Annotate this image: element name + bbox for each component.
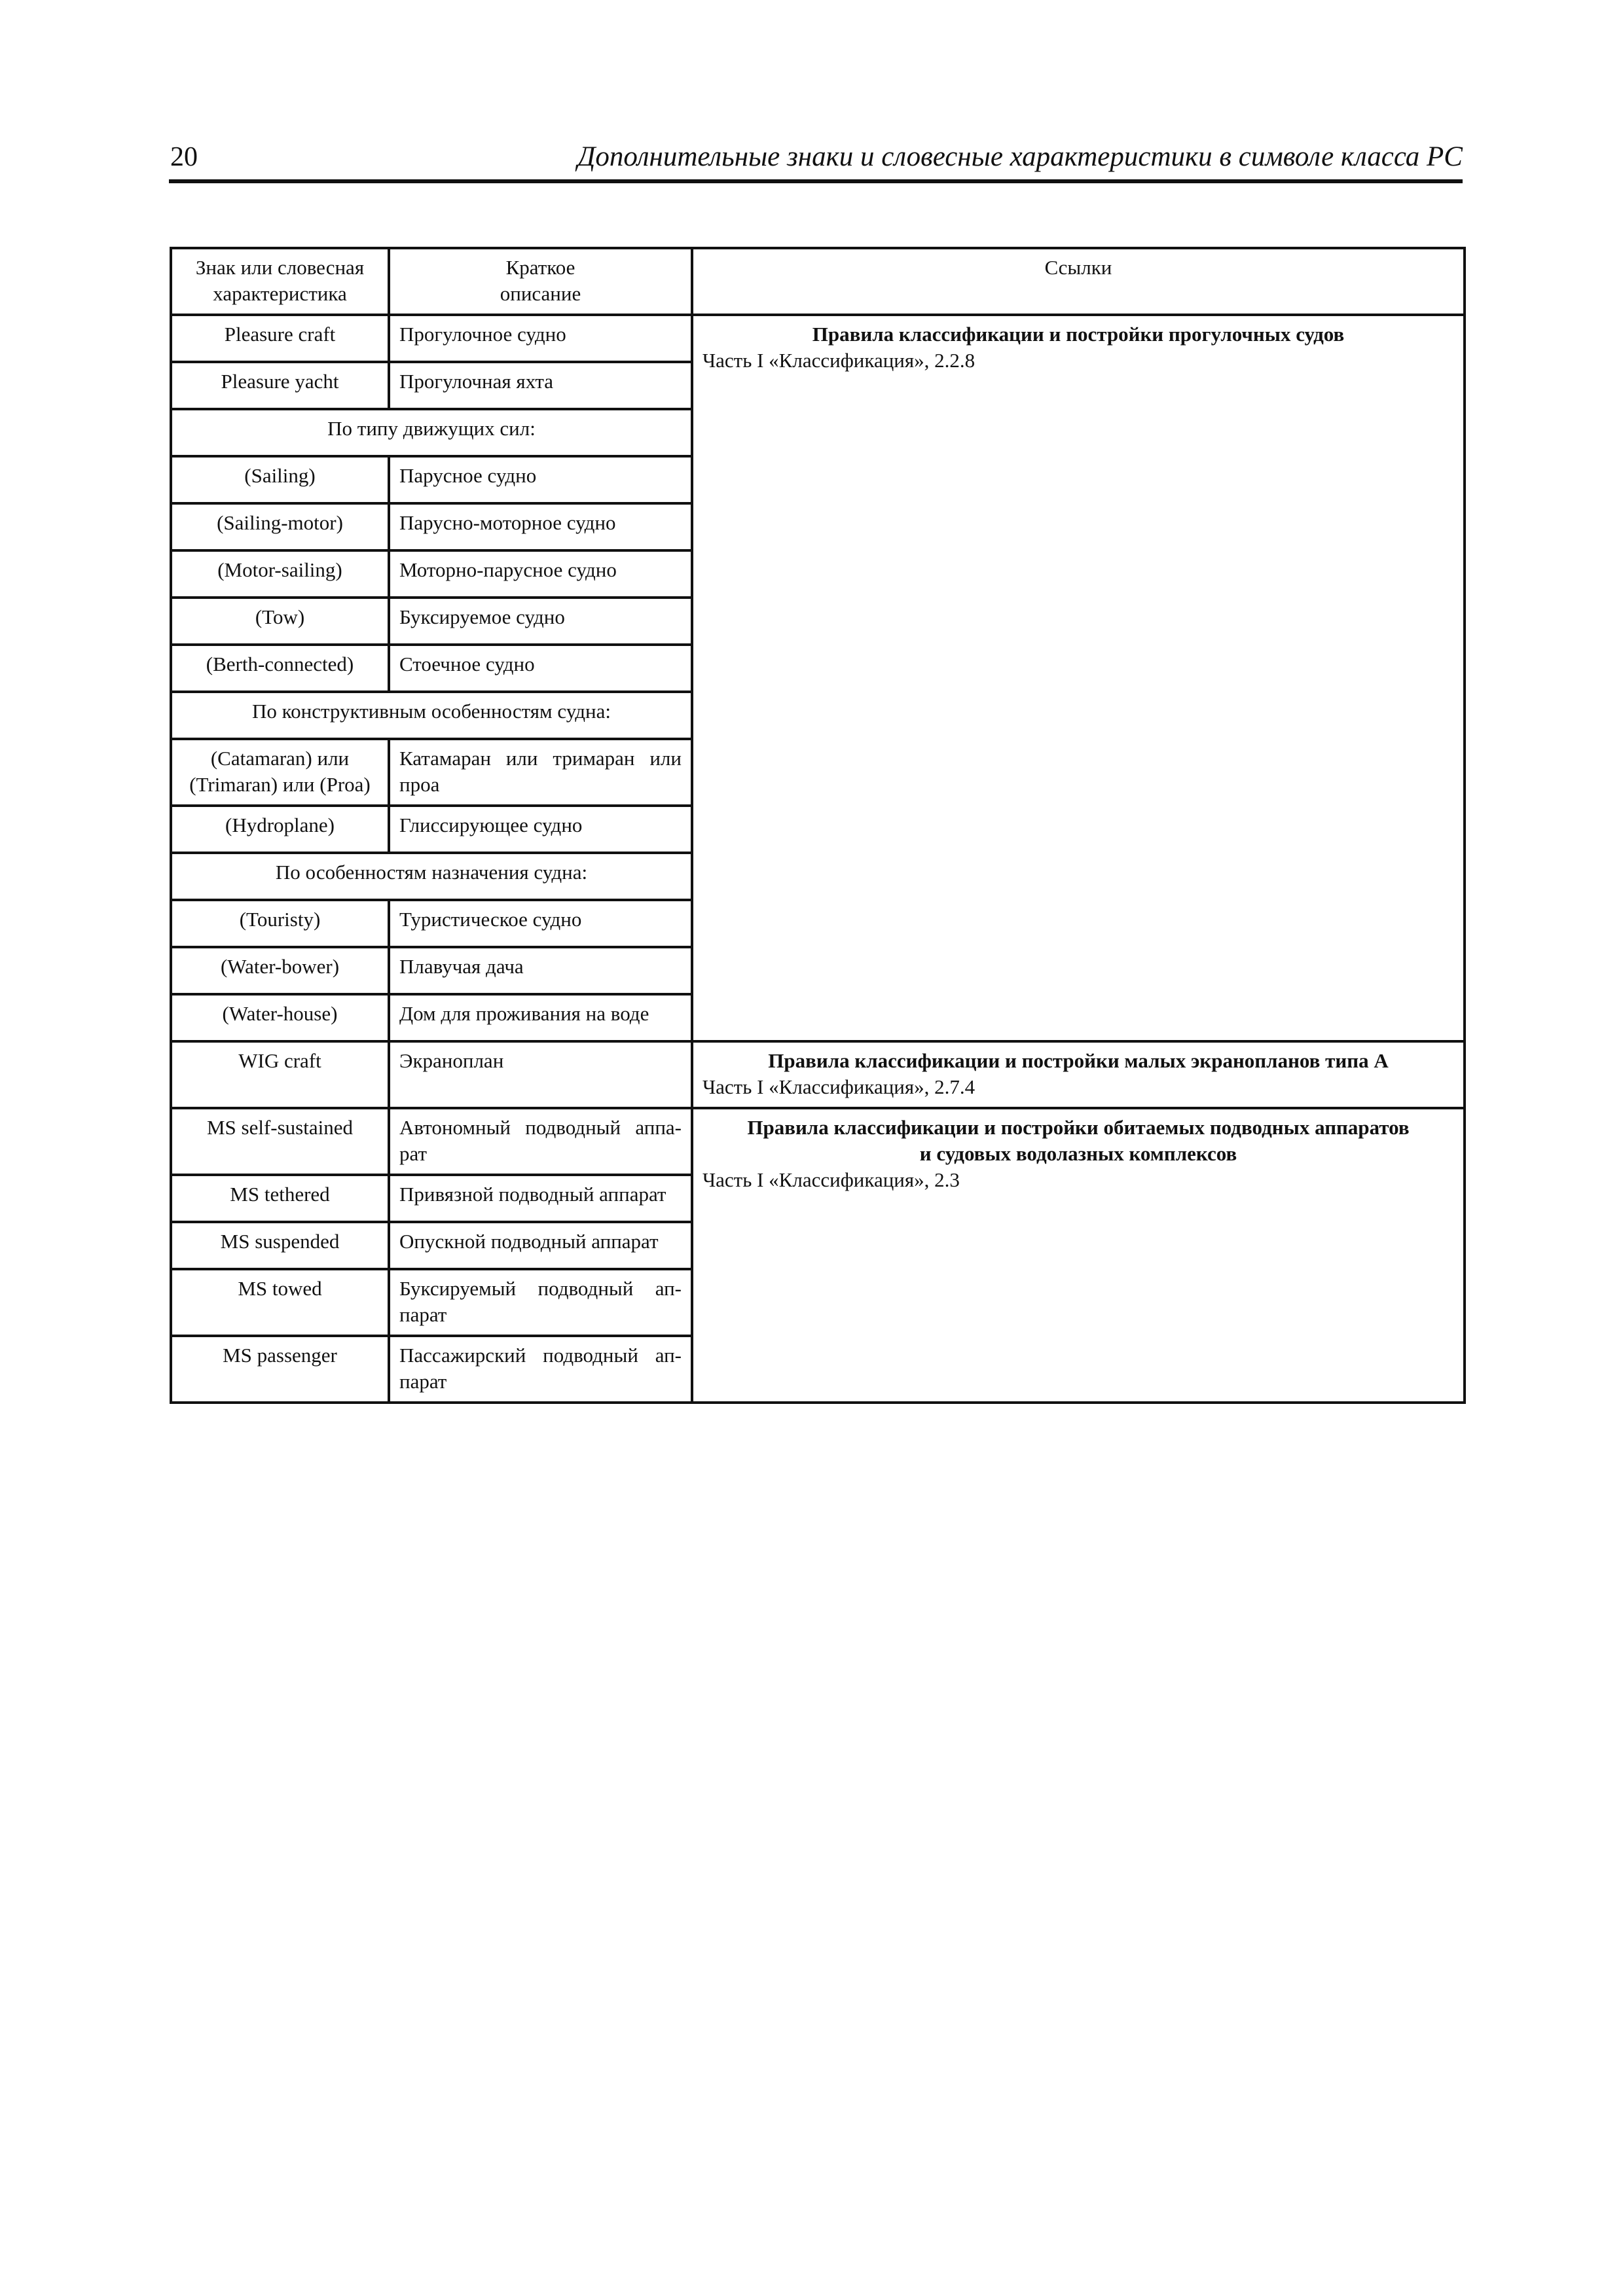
description-cell: Прогулочное судно	[389, 315, 692, 362]
reference-cell	[692, 315, 1465, 1041]
section-heading: По конструктивным особенностям судна:	[171, 692, 692, 739]
sign-cell: WIG craft	[171, 1041, 389, 1108]
sign-cell: MS tethered	[171, 1175, 389, 1222]
description-cell: Буксируемое судно	[389, 598, 692, 645]
reference-cell	[692, 1108, 1465, 1403]
column-header-description: Краткое описание	[389, 248, 692, 315]
description-cell: Автономный подводный аппа-рат	[389, 1108, 692, 1175]
sign-cell: MS towed	[171, 1269, 389, 1336]
sign-cell: (Catamaran) или (Trimaran) или (Proa)	[171, 739, 389, 806]
page-header	[169, 139, 1463, 183]
description-cell: Туристическое судно	[389, 900, 692, 947]
description-cell: Катамаран или тримаран или проа	[389, 739, 692, 806]
reference-title: Правила классификации и постройки обитаемых подводных аппаратов	[747, 1116, 1410, 1139]
description-cell: Буксируемый подводный ап-парат	[389, 1269, 692, 1336]
description-cell: Опускной подводный аппарат	[389, 1222, 692, 1269]
sign-cell: (Berth-connected)	[171, 645, 389, 692]
description-cell: Моторно-парусное судно	[389, 550, 692, 598]
reference-title: Правила классификации и постройки малых экранопланов типа А	[768, 1049, 1389, 1072]
reference-part: Часть I «Классификация», 2.3	[702, 1168, 960, 1191]
sign-cell: (Touristy)	[171, 900, 389, 947]
section-heading: По типу движущих сил:	[171, 409, 692, 456]
sign-cell: MS passenger	[171, 1336, 389, 1403]
reference-title: и судовых водолазных комплексов	[919, 1142, 1237, 1165]
reference-part: Часть I «Классификация», 2.7.4	[702, 1075, 976, 1098]
description-cell: Привязной подводный аппарат	[389, 1175, 692, 1222]
sign-cell: MS suspended	[171, 1222, 389, 1269]
description-cell: Парусное судно	[389, 456, 692, 503]
reference-cell	[692, 1041, 1465, 1108]
section-heading: По особенностям назначения судна:	[171, 853, 692, 900]
class-notation-table	[170, 247, 1466, 1404]
column-header-sign: Знак или словесная характеристика	[171, 248, 389, 315]
sign-cell: (Sailing-motor)	[171, 503, 389, 550]
description-cell: Глиссирующее судно	[389, 806, 692, 853]
reference-title: Правила классификации и постройки прогулочных судов	[812, 323, 1345, 346]
sign-cell: Pleasure craft	[171, 315, 389, 362]
table-header-row	[171, 248, 1465, 315]
description-cell: Парусно-моторное судно	[389, 503, 692, 550]
sign-cell: (Tow)	[171, 598, 389, 645]
page-number: 20	[170, 142, 198, 172]
description-cell: Прогулочная яхта	[389, 362, 692, 409]
table-row	[171, 1108, 1465, 1175]
description-cell: Экраноплан	[389, 1041, 692, 1108]
sign-cell: (Water-bower)	[171, 947, 389, 994]
table-row	[171, 1041, 1465, 1108]
column-header-references: Ссылки	[692, 248, 1465, 315]
sign-cell: (Motor-sailing)	[171, 550, 389, 598]
table-row	[171, 315, 1465, 362]
running-title: Дополнительные знаки и словесные характеристики в символе класса РС	[577, 141, 1463, 172]
sign-cell: MS self-sustained	[171, 1108, 389, 1175]
description-cell: Пассажирский подводный ап-парат	[389, 1336, 692, 1403]
sign-cell: (Sailing)	[171, 456, 389, 503]
reference-part: Часть I «Классификация», 2.2.8	[702, 349, 976, 372]
sign-cell: (Hydroplane)	[171, 806, 389, 853]
sign-cell: (Water-house)	[171, 994, 389, 1041]
description-cell: Дом для проживания на воде	[389, 994, 692, 1041]
sign-cell: Pleasure yacht	[171, 362, 389, 409]
description-cell: Плавучая дача	[389, 947, 692, 994]
description-cell: Стоечное судно	[389, 645, 692, 692]
